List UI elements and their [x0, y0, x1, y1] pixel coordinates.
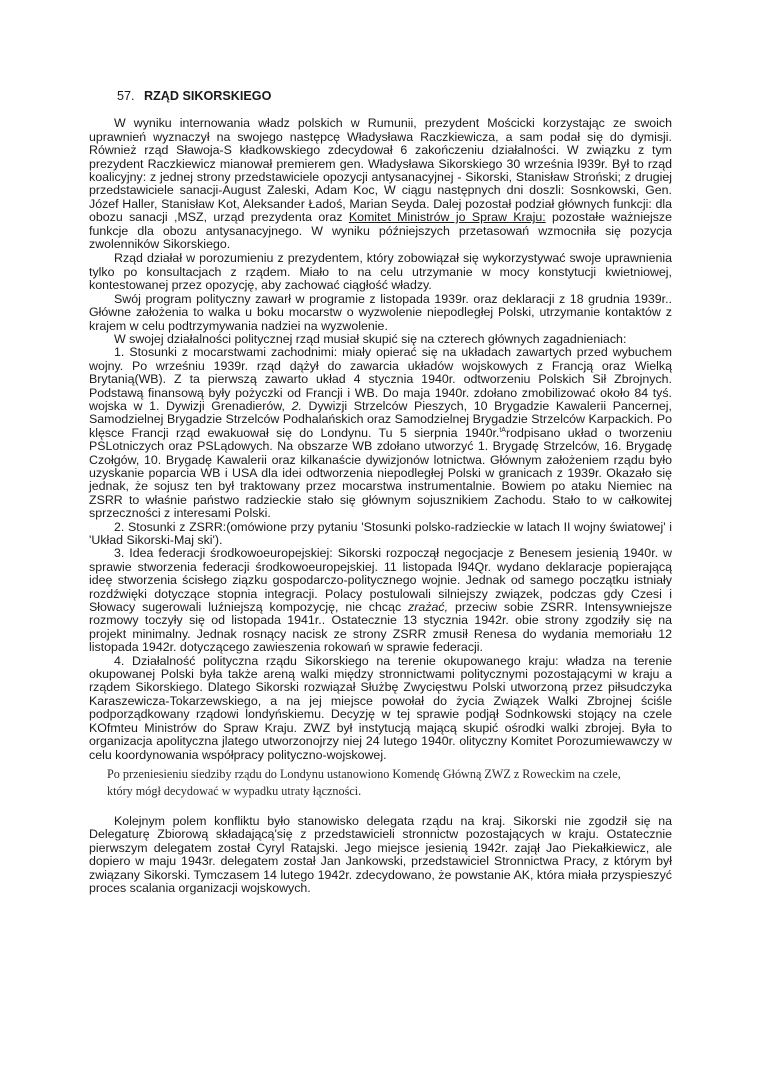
list-item-ussr: 2. Stosunki z ZSRR:(omówione przy pytaniu 'Stosunki polsko-radzieckie w latach II wojny światowej' i 'Układ Sikorski-Maj ski').: [89, 519, 672, 547]
underlined-committee-text: Komitet Ministrów jo Spraw Kraju:: [348, 210, 546, 225]
list-item-western-powers: [89, 346, 672, 520]
paragraph-intro-text-a: W wyniku internowania władz polskich w Rumunii, prezydent Mościcki korzystając ze swoich uprawnień wyznaczył na swojego następcę Władysława Raczkiewicza, a sam podał się do dymisji. Również rząd Sławoja-S kładkowskiego zdecydował 6 zakończeniu działalności. W związku z tym prezydent Raczkiewicz mianował premierem gen. Władysława Sikorskiego 30 września l939r. Był to rząd koalicyjny: z jednej strony przedstawiciele opozycji antysanacyjnej - Sikorski, Stanisław Stroński; z drugiej przedstawiciele sanacji-August Zaleski, Adam Koc, W ciągu następnych dni doszli: Sosnkowski, Gen. Józef Haller, Stanisław Kot, Aleksander Ładoś, Marian Seyda. Dalej pozostał podział głównych funkcji: dla obozu sanacji ,MSZ, urząd prezydenta oraz: [89, 116, 672, 225]
document-page: [89, 90, 672, 895]
note-line-1: Po przeniesieniu siedziby rządu do Londynu ustanowiono Komendę Główną ZWZ z Roweckim na czele,: [107, 766, 621, 781]
list-item-1-text-a: 1. Stosunki z mocarstwami zachodnimi: miały opierać się na układach zawartych przed wybuchem wojny. Po wrześniu 1939r. rząd dążył do zawarcia układów wojskowych z Francją oraz Wielką Brytanią(WB). Z ta pierwszą zawarto układ 4 stycznia 1940r. odtworzeniu Polskich Sił Zbrojnych. Podstawą finansową były pożyczki od Francji i WB. Do maja 1940r. zdołano zmobilizować około 84 tyś. wojska w 1. Dywizji Grenadierów,: [89, 345, 672, 413]
list-item-3-italic: zrażać,: [408, 600, 449, 615]
section-title: RZĄD SIKORSKIEGO: [144, 89, 272, 103]
list-item-occupied-country: 4. Działalność polityczna rządu Sikorskiego na terenie okupowanego kraju: władza na terenie okupowanej Polski była także areną walki między stronnictwami politycznymi pozostającymi w kraju a rządem Sikorskiego. Dlatego Sikorski rozwiązał Służbę Zwycięstwu Polski utworzoną przez piłsudczyka Karaszewicza-Tokarzewskiego, a na jej miejsce powołał do życia Związek Walki Zbrojnej ściśle podporządkowany rządowi londyńskiemu. Decyzję w tej sprawie podjął Sodnkowski stojący na czele KOfmteu Ministrów do Spraw Kraju. ZWZ był instytucją mającą skupić ośrodki walki zbrojej. Była to organizacja apolityczna jlatego utworzonojrzy niej 24 lutego 1940r. olityczny Komitet Porozumiewawczy w celu koordynowania współpracy polityczno-wojskowej.: [89, 653, 672, 762]
list-item-3-text-b: przeciw sobie ZSRR. Intensywniejsze rozmowy toczyły się od listopada 1941r.. Ostatecznie 13 stycznia 1942r. obie strony zgodziły się na projekt minimalny. Jednak rosnący nacisk ze strony ZSRR zmusił Renesa do wydania memoriału 12 listopada 1942r. dotyczącego zawieszenia rokowań w sprawie federacji.: [89, 600, 673, 655]
list-item-1-text-c: rodpisano układ o tworzeniu PSLotniczych oraz PSLądowych. Na obszarze WB zdołano utworzyć 1. Brygadę Strzelców, 16. Brygadę Czołgów, 10. Brygadę Kawalerii oraz kilkanaście dywizjonów lotnictwa. Głównym założeniem rządu było uzyskanie poparcia WB i USA dla idei odtworzenia niepodległej Polski w granicach z 1939r. Okazało się jednak, że sojusz ten był traktowany przez mocarstwa instrumentalnie. Bowiem po ataku Niemiec na ZSRR to właśnie państwo radzieckie stało się głównym sojusznikiem Zachodu. Stało to w całkowitej sprzeczności z interesami Polski.: [89, 425, 672, 521]
handwritten-style-note: [107, 766, 672, 800]
list-item-1-text-b: Dywizji Strzelców Pieszych, 10 Brygadzie Kawalerii Pancernej, Samodzielnej Brygadzie Strzelców Podhalańskich oraz Samodzielnej Brygadzie Strzelców Karpackich. Po klęsce Francji rząd ewakuował się do Londynu. Tu 5 sierpnia 1940r.: [89, 398, 672, 440]
paragraph-program: Swój program polityczny zawarł w programie z listopada 1939r. oraz deklaracji z 18 grudnia 1939r.. Główne założenia to walka u boku mocarstw o wyzwolenie niepodległej Polski, utrzymanie kontaktów z krajem w celu podtrzymywania nadziei na wyzwolenie.: [89, 291, 672, 333]
list-item-1-superscript: tA: [499, 426, 506, 434]
note-line-2: który mógł decydować w wypadku utraty łączności.: [107, 783, 362, 798]
section-heading: [117, 90, 672, 103]
paragraph-intro: [89, 117, 672, 251]
paragraph-delegate: Kolejnym polem konfliktu było stanowisko delegata rządu na kraj. Sikorski nie zgodził się na Delegaturę Zbiorową składającą'się z przedstawicieli stronnictw pozostających w kraju. Ostatecznie pierwszym delegatem został Cyryl Ratajski. Jego miejsce jesienią 1942r. zajął Jao Piekałkiewicz, ale dopiero w maju 1943r. delegatem został Jan Jankowski, przedstawiciel Stronnictwa Pracy, z którym był związany Sikorski. Tymczasem 14 lutego 1942r. zdecydowano, że powstanie AK, która miała przyspieszyć proces scalania organizacji wojskowych.: [89, 813, 672, 895]
list-item-1-italic: 2.: [291, 398, 302, 413]
paragraph-intro-text-b: pozostałe ważniejsze funkcje dla obozu antysanacyjnego. W wyniku późniejszych przetasowań wzmocniła się pozycja zwolenników Sikorskiego.: [89, 210, 673, 252]
paragraph-issues-intro: W swojej działalności politycznej rząd musiał skupić się na czterech głównych zagadnieniach:: [114, 331, 627, 346]
paragraph-cooperation: Rząd działał w porozumieniu z prezydentem, który zobowiązał się wykorzystywać swoje uprawnienia tylko po konsultacjach z rządem. Miało to na celu utrzymanie w mocy konstytucji kwietniowej, kontestowanej przez opozycję, aby zachować ciągłość władzy.: [89, 251, 672, 293]
list-item-3-text-a: 3. Idea federacji środkowoeuropejskiej: Sikorski rozpoczął negocjacje z Benesem jesienią 1940r. w sprawie stworzenia federacji środkowoeuropejskiej. 11 listopada l94Qr. wydano deklaracje popierającą ideę stworzenia ścisłego ziązku gospodarczo-politycznego wojnie. Jednak od samego początku istniały rozdźwięki dotyczące stopnia integracji. Polacy postulowali silniejszy związek, podczas gdy Czesi i Słowacy sugerowali luźniejszą kompozycję, nie chcąc: [89, 546, 672, 615]
section-number: 57.: [117, 89, 135, 103]
list-item-federation: [89, 547, 672, 654]
